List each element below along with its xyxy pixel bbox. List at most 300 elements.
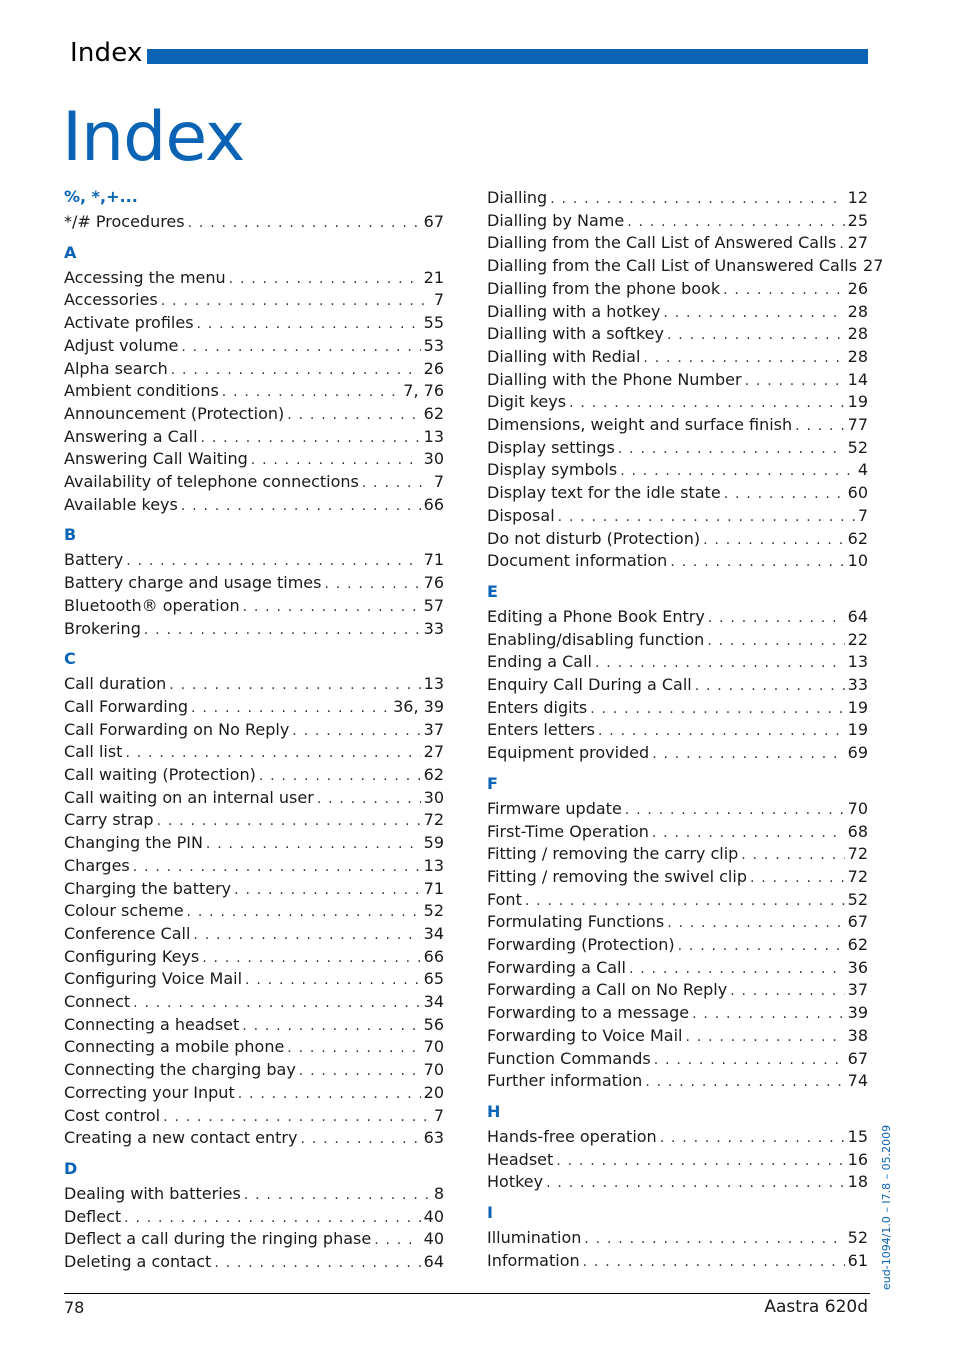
index-entry[interactable] — [64, 900, 444, 922]
entry-term: Dialling with Redial — [487, 346, 641, 366]
index-entry[interactable] — [487, 742, 868, 764]
index-entry[interactable] — [487, 629, 868, 651]
index-entry[interactable] — [487, 911, 868, 933]
entry-term: Headset — [487, 1149, 554, 1169]
entry-page[interactable]: 72 — [847, 844, 868, 864]
entry-term: Dimensions, weight and surface finish — [487, 415, 793, 434]
index-entry[interactable] — [64, 923, 444, 945]
index-entry[interactable] — [487, 482, 868, 504]
entry-page[interactable]: 70 — [847, 798, 868, 818]
entry-page[interactable]: 36, 39 — [393, 696, 444, 716]
entry-page[interactable]: 36 — [847, 957, 868, 977]
index-entry[interactable] — [64, 1105, 444, 1127]
dot-leader — [287, 1037, 420, 1059]
entry-term: Fitting / removing the carry clip — [487, 844, 739, 864]
dot-leader — [243, 596, 421, 618]
dot-leader — [229, 268, 421, 290]
entry-page[interactable]: 25 — [847, 210, 868, 230]
index-entry[interactable] — [64, 832, 444, 854]
entry-page[interactable]: 56 — [423, 1014, 444, 1034]
index-entry[interactable] — [487, 957, 868, 979]
entry-page[interactable]: 52 — [847, 1228, 868, 1247]
index-entry[interactable] — [487, 606, 868, 628]
entry-term: Correcting your Input — [64, 1082, 235, 1102]
entry-page[interactable]: 77 — [847, 415, 868, 434]
entry-page[interactable]: 33 — [847, 675, 868, 694]
dot-leader — [724, 483, 845, 505]
index-entry[interactable] — [64, 1082, 444, 1104]
index-entry[interactable] — [64, 471, 444, 493]
dot-leader — [590, 698, 844, 720]
index-entry[interactable] — [487, 1048, 868, 1070]
entry-term: Accessing the menu — [64, 267, 226, 287]
index-entry[interactable] — [64, 1036, 444, 1058]
entry-page[interactable]: 37 — [847, 980, 868, 1000]
dot-leader — [317, 788, 421, 810]
page-title: Index — [62, 98, 245, 177]
index-entry[interactable] — [64, 696, 444, 718]
entry-page[interactable]: 33 — [423, 618, 444, 638]
entry-page[interactable]: 40 — [423, 1206, 444, 1226]
index-entry[interactable] — [487, 369, 868, 391]
index-entry[interactable] — [487, 187, 868, 209]
entry-term: Digit keys — [487, 392, 567, 412]
dot-leader — [546, 1172, 845, 1194]
section-heading: %, *,+... — [64, 187, 138, 206]
index-entry[interactable] — [487, 1025, 868, 1047]
entry-page[interactable]: 52 — [847, 437, 868, 457]
entry-page[interactable]: 27 — [423, 742, 444, 762]
dot-leader — [703, 529, 845, 551]
document-code: eud-1094/1.0 – I7.8 – 05.2009 — [880, 1124, 893, 1290]
entry-term: Display symbols — [487, 460, 618, 480]
entry-term: Availability of telephone connections — [64, 472, 359, 491]
index-entry[interactable] — [64, 878, 444, 900]
entry-term: Disposal — [487, 505, 555, 525]
entry-term: Carry strap — [64, 810, 154, 830]
index-entry[interactable] — [487, 843, 868, 865]
entry-page[interactable]: 61 — [847, 1250, 868, 1270]
index-entry[interactable] — [64, 211, 444, 233]
entry-term: Forwarding to Voice Mail — [487, 1025, 683, 1045]
footer-page-number: 78 — [64, 1298, 85, 1317]
dot-leader — [234, 879, 421, 901]
header-bar — [147, 49, 868, 64]
dot-leader — [708, 607, 845, 629]
entry-page[interactable]: 62 — [847, 935, 868, 954]
entry-page[interactable]: 74 — [847, 1071, 868, 1091]
entry-page[interactable]: 71 — [423, 878, 444, 898]
entry-term: Formulating Functions — [487, 912, 665, 932]
index-entry[interactable] — [487, 1149, 868, 1171]
index-entry[interactable] — [64, 335, 444, 357]
dot-leader — [238, 1083, 421, 1105]
dot-leader — [292, 720, 420, 742]
index-entry[interactable] — [487, 505, 868, 527]
entry-page[interactable]: 7, 76 — [403, 381, 444, 401]
dot-leader — [685, 1026, 844, 1048]
entry-page[interactable]: 19 — [847, 720, 868, 740]
entry-term: Bluetooth® operation — [64, 595, 240, 615]
entry-term: Configuring Keys — [64, 946, 200, 966]
entry-term: Alpha search — [64, 358, 168, 378]
entry-page[interactable]: 21 — [423, 267, 444, 287]
entry-page[interactable]: 34 — [423, 923, 444, 943]
dot-leader — [171, 359, 421, 381]
dot-leader — [202, 947, 420, 969]
entry-page[interactable]: 52 — [847, 889, 868, 909]
entry-term: Call duration — [64, 674, 167, 694]
index-entry[interactable] — [487, 232, 868, 254]
dot-leader — [795, 415, 845, 437]
dot-leader — [125, 742, 420, 764]
entry-term: Charges — [64, 855, 130, 875]
entry-page[interactable]: 22 — [847, 629, 868, 649]
dot-leader — [133, 856, 421, 878]
dot-leader — [299, 1060, 421, 1082]
entry-term: Battery charge and usage times — [64, 573, 322, 593]
dot-leader — [550, 188, 844, 210]
entry-term: Dialling from the phone book — [487, 278, 721, 298]
index-entry[interactable] — [487, 278, 868, 300]
index-entry[interactable] — [487, 1070, 868, 1092]
entry-term: Enters digits — [487, 697, 588, 717]
entry-term: Dialling with a softkey — [487, 324, 664, 344]
index-entry[interactable] — [64, 968, 444, 990]
entry-page[interactable]: 59 — [423, 833, 444, 853]
index-entry[interactable] — [487, 979, 868, 1001]
index-entry[interactable] — [64, 549, 444, 571]
index-entry[interactable] — [487, 323, 868, 345]
entry-term: Forwarding a Call — [487, 957, 626, 977]
entry-page[interactable]: 64 — [847, 606, 868, 626]
index-entry[interactable] — [487, 934, 868, 956]
index-entry[interactable] — [487, 1002, 868, 1024]
dot-leader — [222, 381, 400, 403]
dot-leader — [188, 212, 421, 234]
index-entry[interactable] — [487, 1171, 868, 1193]
entry-page[interactable]: 26 — [423, 358, 444, 378]
entry-page[interactable]: 62 — [423, 403, 444, 423]
entry-term: Ambient conditions — [64, 381, 219, 401]
entry-term: Configuring Voice Mail — [64, 969, 243, 989]
entry-page[interactable]: 63 — [423, 1128, 444, 1148]
index-entry[interactable] — [487, 346, 868, 368]
index-entry[interactable] — [64, 618, 444, 640]
entry-term: Forwarding (Protection) — [487, 935, 675, 954]
entry-term: Firmware update — [487, 798, 622, 818]
entry-page[interactable]: 27 — [863, 256, 884, 276]
dot-leader — [245, 969, 421, 991]
entry-page[interactable]: 60 — [847, 483, 868, 503]
entry-term: Creating a new contact entry — [64, 1128, 298, 1148]
entry-term: Call waiting (Protection) — [64, 765, 256, 784]
index-entry[interactable] — [487, 821, 868, 843]
index-entry[interactable] — [487, 1126, 868, 1148]
entry-page[interactable]: 62 — [423, 765, 444, 784]
index-entry[interactable] — [487, 798, 868, 820]
dot-leader — [667, 912, 844, 934]
entry-page[interactable]: 7 — [433, 290, 444, 310]
entry-page[interactable]: 67 — [847, 912, 868, 932]
dot-leader — [126, 550, 420, 572]
dot-leader — [124, 1207, 420, 1229]
entry-term: Ending a Call — [487, 652, 592, 672]
dot-leader — [645, 1071, 844, 1093]
entry-page[interactable]: 52 — [423, 901, 444, 921]
section-heading: B — [64, 525, 77, 545]
dot-leader — [695, 675, 845, 697]
index-entry[interactable] — [64, 1059, 444, 1081]
dot-leader — [300, 1128, 420, 1150]
index-entry[interactable] — [64, 572, 444, 594]
index-entry[interactable] — [64, 809, 444, 831]
entry-page[interactable]: 71 — [423, 550, 444, 570]
index-entry[interactable] — [64, 1228, 444, 1250]
dot-leader — [144, 619, 421, 641]
dot-leader — [627, 211, 844, 233]
index-entry[interactable] — [487, 889, 868, 911]
dot-leader — [723, 279, 845, 301]
entry-page[interactable]: 65 — [423, 969, 444, 989]
entry-page[interactable]: 67 — [423, 212, 444, 231]
index-entry[interactable] — [487, 210, 868, 232]
entry-page[interactable]: 13 — [847, 652, 868, 672]
dot-leader — [741, 844, 844, 866]
entry-term: Enters letters — [487, 720, 595, 740]
entry-term: Call Forwarding — [64, 696, 189, 716]
entry-term: Deflect — [64, 1206, 122, 1226]
index-entry[interactable] — [487, 391, 868, 413]
entry-term: Connecting a mobile phone — [64, 1037, 285, 1057]
dot-leader — [652, 822, 845, 844]
index-entry[interactable] — [64, 1127, 444, 1149]
entry-term: Announcement (Protection) — [64, 403, 285, 423]
dot-leader — [750, 867, 845, 889]
dot-leader — [214, 1252, 420, 1274]
index-entry[interactable] — [487, 866, 868, 888]
dot-leader — [678, 935, 845, 957]
entry-page[interactable]: 7 — [433, 472, 444, 491]
entry-page[interactable]: 28 — [847, 301, 868, 321]
dot-leader — [242, 1015, 420, 1037]
entry-page[interactable]: 72 — [847, 866, 868, 886]
dot-leader — [839, 233, 844, 255]
entry-page[interactable]: 55 — [423, 313, 444, 333]
index-entry[interactable] — [64, 946, 444, 968]
index-entry[interactable] — [64, 494, 444, 516]
entry-term: Font — [487, 889, 522, 909]
entry-page[interactable]: 18 — [847, 1172, 868, 1192]
entry-term: Illumination — [487, 1228, 582, 1247]
entry-term: Dealing with batteries — [64, 1183, 241, 1203]
entry-term: Information — [487, 1250, 580, 1270]
entry-page[interactable]: 14 — [847, 369, 868, 389]
index-entry[interactable] — [64, 1206, 444, 1228]
index-entry[interactable] — [487, 719, 868, 741]
entry-page[interactable]: 8 — [433, 1183, 444, 1203]
index-entry[interactable] — [487, 697, 868, 719]
index-entry[interactable] — [487, 1250, 868, 1272]
entry-page[interactable]: 4 — [857, 460, 868, 480]
index-entry[interactable] — [487, 414, 868, 436]
entry-term: Deleting a contact — [64, 1252, 212, 1271]
dot-leader — [206, 833, 421, 855]
entry-term: Conference Call — [64, 923, 191, 943]
dot-leader — [629, 958, 845, 980]
dot-leader — [660, 1127, 845, 1149]
entry-page[interactable]: 37 — [423, 719, 444, 739]
index-entry[interactable] — [487, 528, 868, 550]
entry-page[interactable]: 62 — [847, 528, 868, 548]
entry-page[interactable]: 66 — [423, 494, 444, 514]
entry-term: Enquiry Call During a Call — [487, 675, 692, 694]
entry-page[interactable]: 27 — [847, 233, 868, 253]
dot-leader — [187, 901, 421, 923]
dot-leader — [663, 302, 844, 324]
index-entry[interactable] — [487, 651, 868, 673]
entry-term: Connect — [64, 992, 131, 1011]
entry-term: Accessories — [64, 290, 158, 310]
index-entry[interactable] — [64, 380, 444, 402]
index-entry[interactable] — [64, 764, 444, 786]
entry-page[interactable]: 13 — [423, 426, 444, 446]
entry-page[interactable]: 57 — [423, 595, 444, 615]
index-entry[interactable] — [64, 289, 444, 311]
entry-term: First-Time Operation — [487, 821, 649, 841]
index-entry[interactable] — [487, 550, 868, 572]
running-header-label: Index — [70, 38, 143, 68]
entry-page[interactable]: 67 — [847, 1048, 868, 1068]
entry-page[interactable]: 68 — [847, 821, 868, 841]
index-entry[interactable] — [64, 855, 444, 877]
entry-term: Cost control — [64, 1105, 161, 1125]
section-heading: E — [487, 581, 498, 601]
footer-product-name: Aastra 620d — [764, 1297, 868, 1317]
entry-page[interactable]: 10 — [847, 551, 868, 571]
entry-page[interactable]: 70 — [423, 1060, 444, 1080]
entry-page[interactable]: 69 — [847, 743, 868, 763]
dot-leader — [556, 1150, 844, 1172]
entry-page[interactable]: 28 — [847, 324, 868, 344]
dot-leader — [620, 460, 855, 482]
entry-term: Document information — [487, 551, 668, 571]
entry-term: Answering Call Waiting — [64, 449, 248, 469]
entry-term: Connecting a headset — [64, 1014, 240, 1034]
entry-page[interactable]: 7 — [857, 505, 868, 525]
entry-page[interactable]: 13 — [423, 855, 444, 875]
entry-page[interactable]: 30 — [423, 787, 444, 807]
entry-page[interactable]: 15 — [847, 1126, 868, 1146]
entry-term: Fitting / removing the swivel clip — [487, 866, 747, 886]
entry-page[interactable]: 19 — [847, 697, 868, 717]
section-heading: D — [64, 1158, 78, 1178]
dot-leader — [287, 404, 420, 426]
index-entry[interactable] — [487, 255, 884, 277]
entry-page[interactable]: 72 — [423, 810, 444, 830]
index-entry[interactable] — [64, 991, 444, 1013]
entry-term: Further information — [487, 1071, 643, 1091]
section-heading: A — [64, 242, 77, 262]
index-entry[interactable] — [64, 426, 444, 448]
entry-page[interactable]: 16 — [847, 1149, 868, 1169]
entry-page[interactable]: 64 — [423, 1252, 444, 1271]
entry-term: Forwarding to a message — [487, 1003, 690, 1023]
entry-page[interactable]: 28 — [847, 346, 868, 366]
index-entry[interactable] — [487, 1227, 868, 1249]
dot-leader — [181, 336, 420, 358]
entry-term: Battery — [64, 550, 124, 570]
index-entry[interactable] — [64, 1251, 444, 1273]
entry-term: Display settings — [487, 437, 615, 457]
dot-leader — [654, 1049, 845, 1071]
dot-leader — [191, 697, 390, 719]
entry-term: Brokering — [64, 618, 141, 638]
dot-leader — [652, 743, 844, 765]
entry-term: Do not disturb (Protection) — [487, 528, 701, 548]
index-entry[interactable] — [64, 741, 444, 763]
dot-leader — [197, 313, 421, 335]
entry-page[interactable]: 66 — [423, 946, 444, 966]
entry-page[interactable]: 53 — [423, 335, 444, 355]
dot-leader — [362, 472, 431, 494]
entry-term: Dialling from the Call List of Answered Calls — [487, 233, 837, 253]
entry-term: Colour scheme — [64, 901, 184, 921]
dot-leader — [244, 1184, 431, 1206]
entry-page[interactable]: 20 — [423, 1082, 444, 1102]
index-entry[interactable] — [64, 1183, 444, 1205]
entry-page[interactable]: 40 — [423, 1229, 444, 1249]
dot-leader — [692, 1003, 845, 1025]
entry-page[interactable]: 70 — [423, 1037, 444, 1057]
index-entry[interactable] — [487, 459, 868, 481]
footer-rule — [64, 1293, 870, 1294]
index-entry[interactable] — [487, 674, 868, 696]
entry-page[interactable]: 30 — [423, 449, 444, 469]
entry-page[interactable]: 13 — [423, 674, 444, 694]
entry-term: Deflect a call during the ringing phase — [64, 1229, 372, 1249]
index-entry[interactable] — [64, 719, 444, 741]
entry-term: */# Procedures — [64, 212, 185, 231]
dot-leader — [625, 799, 845, 821]
index-entry[interactable] — [64, 403, 444, 425]
entry-term: Call waiting on an internal user — [64, 787, 314, 807]
entry-term: Enabling/disabling function — [487, 629, 705, 649]
dot-leader — [181, 495, 421, 517]
entry-page[interactable]: 76 — [423, 573, 444, 593]
entry-page[interactable]: 7 — [433, 1105, 444, 1125]
entry-page[interactable]: 19 — [847, 392, 868, 412]
entry-page[interactable]: 12 — [847, 188, 868, 207]
index-entry[interactable] — [487, 437, 868, 459]
entry-page[interactable]: 38 — [847, 1025, 868, 1045]
dot-leader — [201, 427, 421, 449]
entry-term: Dialling by Name — [487, 210, 625, 230]
entry-page[interactable]: 26 — [847, 278, 868, 298]
index-entry[interactable] — [64, 312, 444, 334]
index-entry[interactable] — [64, 787, 444, 809]
index-entry[interactable] — [64, 673, 444, 695]
index-entry[interactable] — [64, 267, 444, 289]
index-entry[interactable] — [64, 1014, 444, 1036]
entry-page[interactable]: 39 — [847, 1003, 868, 1023]
entry-page[interactable]: 34 — [423, 992, 444, 1011]
entry-term: Dialling — [487, 188, 548, 207]
index-entry[interactable] — [487, 301, 868, 323]
index-entry[interactable] — [64, 595, 444, 617]
index-entry[interactable] — [64, 358, 444, 380]
index-entry[interactable] — [64, 448, 444, 470]
